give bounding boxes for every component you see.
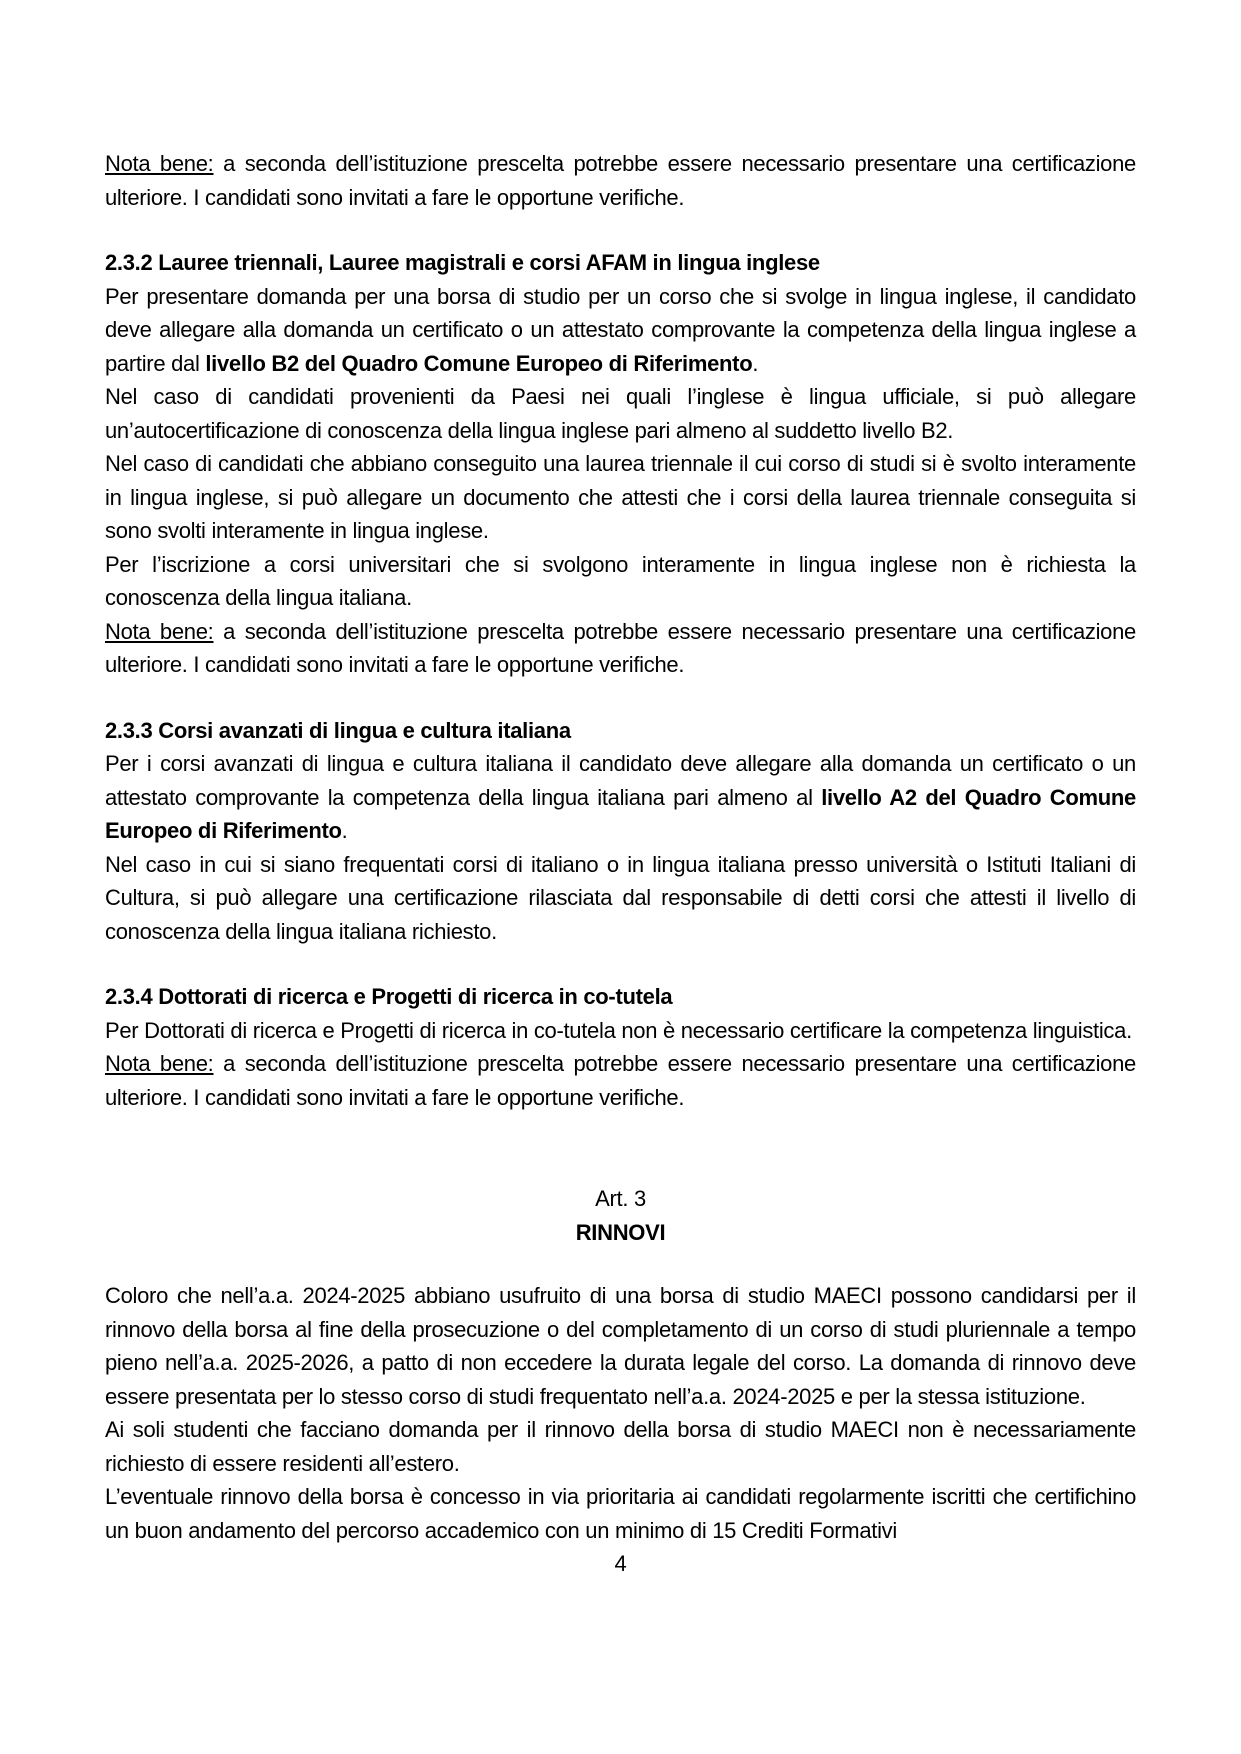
page-number: 4 [614,1551,627,1576]
section-2-3-2-paragraph-1 [105,280,1136,381]
section-2-3-4-paragraph-1: Per Dottorati di ricerca e Progetti di ricerca in co-tutela non è necessario certificare la competenza linguistica. [105,1017,1132,1043]
nota-bene-text: a seconda dell’istituzione prescelta potrebbe essere necessario presentare una certificazione ulteriore. I candidati sono invitati a fare le opportune verifiche. [105,151,1136,210]
body-text: . [752,350,759,376]
section-2-3-2-heading: 2.3.2 Lauree triennali, Lauree magistrali e corsi AFAM in lingua inglese [105,250,820,275]
section-2-3-2-paragraph-3: Nel caso di candidati che abbiano conseguito una laurea triennale il cui corso di studi si è svolto interamente in lingua inglese, si può allegare un documento che attesti che i corsi della laurea triennale conseguita si sono svolti interamente in lingua inglese. [105,451,1136,543]
body-text: . [341,818,348,843]
article-3-paragraph-1: Coloro che nell’a.a. 2024-2025 abbiano usufruito di una borsa di studio MAECI possono candidarsi per il rinnovo della borsa al fine della prosecuzione o del completamento di un corso di studi pluriennale a tempo pieno nell’a.a. 2025-2026, a patto di non eccedere la durata legale del corso. La domanda di rinnovo deve essere presentata per lo stesso corso di studi frequentato nell’a.a. 2024-2025 e per la stessa istituzione. [105,1283,1136,1409]
bold-text-level-a2: livello A2 del Quadro Comune Europeo di Riferimento [105,784,1136,843]
nota-bene-paragraph-2 [105,615,1136,682]
document-content [105,147,1136,1581]
nota-bene-label: Nota bene: [105,151,214,176]
nota-bene-text: a seconda dell’istituzione prescelta potrebbe essere necessario presentare una certificazione ulteriore. I candidati sono invitati a fare le opportune verifiche. [105,618,1136,677]
section-2-3-3-paragraph-1 [105,747,1136,848]
article-3-label: Art. 3 [595,1186,646,1211]
section-2-3-3-heading: 2.3.3 Corsi avanzati di lingua e cultura italiana [105,717,571,743]
article-3-paragraph-2: Ai soli studenti che facciano domanda per il rinnovo della borsa di studio MAECI non è necessariamente richiesto di essere residenti all’estero. [105,1417,1136,1476]
body-text: Per presentare domanda per una borsa di studio per un corso che si svolge in lingua inglese, il candidato deve allegare alla domanda un certificato o un attestato comprovante la competenza della lingua inglese a partire dal [105,283,1136,376]
nota-bene-label: Nota bene: [105,1051,214,1076]
section-2-3-2-paragraph-4: Per l’iscrizione a corsi universitari che si svolgono interamente in lingua inglese non è richiesta la conoscenza della lingua italiana. [105,551,1136,610]
bold-text-level-b2: livello B2 del Quadro Comune Europeo di Riferimento [205,350,753,376]
article-3-title: RINNOVI [575,1219,666,1245]
nota-bene-paragraph-1 [105,147,1136,214]
body-text: Per i corsi avanzati di lingua e cultura italiana il candidato deve allegare alla domanda un certificato o un attestato comprovante la competenza della lingua italiana pari almeno al [105,751,1136,810]
article-3-paragraph-3: L’eventuale rinnovo della borsa è concesso in via prioritaria ai candidati regolarmente iscritti che certifichino un buon andamento del percorso accademico con un minimo di 15 Crediti Formativi [105,1484,1136,1543]
section-2-3-2-paragraph-2: Nel caso di candidati provenienti da Paesi nei quali l’inglese è lingua ufficiale, si può allegare un’autocertificazione di conoscenza della lingua inglese pari almeno al suddetto livello B2. [105,384,1136,443]
nota-bene-label: Nota bene: [105,618,214,644]
section-2-3-4-heading: 2.3.4 Dottorati di ricerca e Progetti di ricerca in co-tutela [105,984,673,1009]
section-2-3-3-paragraph-2: Nel caso in cui si siano frequentati corsi di italiano o in lingua italiana presso università o Istituti Italiani di Cultura, si può allegare una certificazione rilasciata dal responsabile di detti corsi che attesti il livello di conoscenza della lingua italiana richiesto. [105,851,1136,944]
nota-bene-text: a seconda dell’istituzione prescelta potrebbe essere necessario presentare una certificazione ulteriore. I candidati sono invitati a fare le opportune verifiche. [105,1051,1136,1110]
nota-bene-paragraph-3 [105,1047,1136,1114]
